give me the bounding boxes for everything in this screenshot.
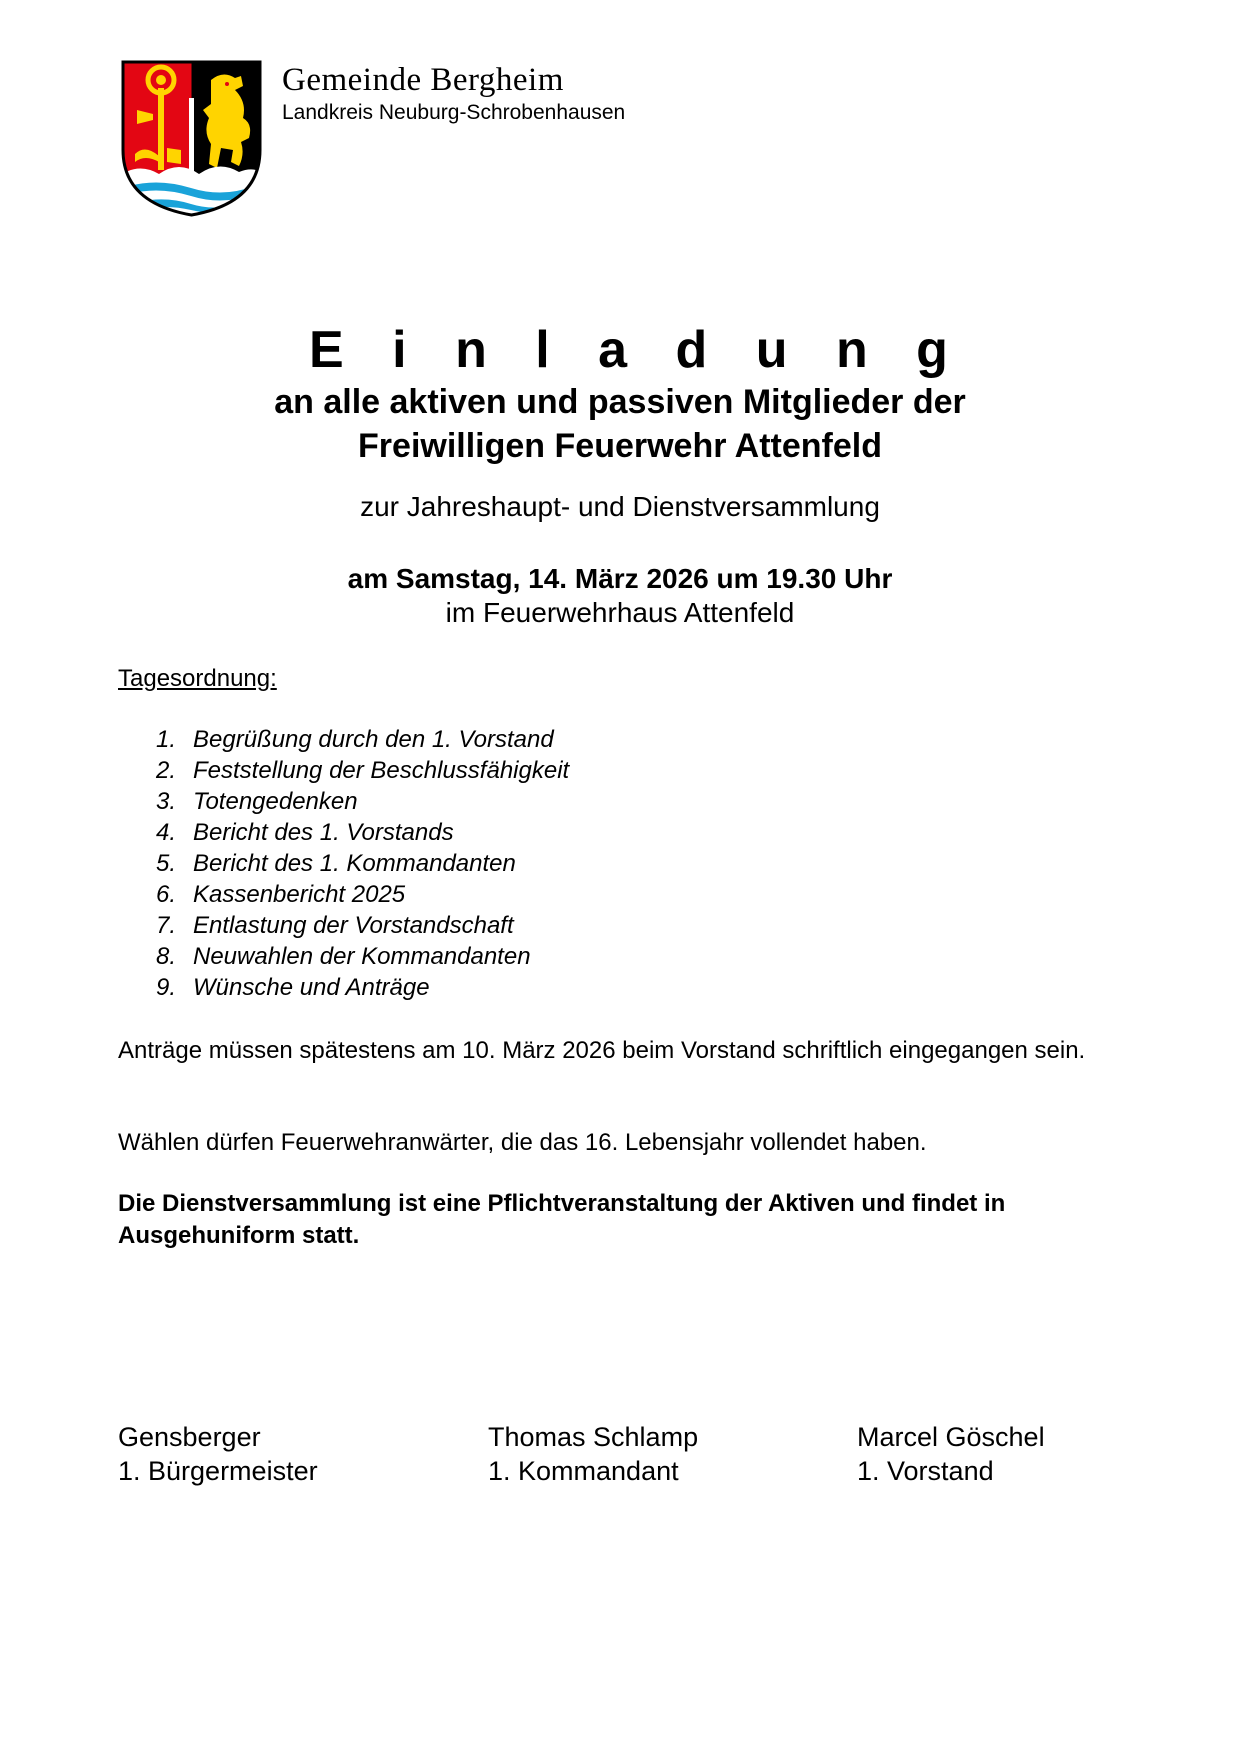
motions-deadline-notice: Anträge müssen spätestens am 10. März 2026 beim Vorstand schriftlich eingegangen sein. [118, 1037, 1086, 1064]
agenda-item [156, 786, 569, 817]
signatory-role: 1. Vorstand [857, 1456, 994, 1486]
coat-of-arms-icon [119, 58, 264, 218]
agenda-heading: Tagesordnung: [118, 665, 277, 692]
agenda-item-number: 3. [156, 788, 177, 815]
agenda-item [156, 941, 569, 972]
meeting-occasion: zur Jahreshaupt- und Dienstversammlung [360, 491, 880, 522]
agenda-item-number: 5. [156, 850, 177, 877]
agenda-item-number: 9. [156, 974, 177, 1001]
agenda-item-text: Bericht des 1. Vorstands [193, 819, 454, 846]
meeting-venue: im Feuerwehrhaus Attenfeld [445, 597, 795, 628]
agenda-item-text: Bericht des 1. Kommandanten [193, 850, 516, 877]
document-title: E i n l a d u n g [309, 321, 965, 379]
agenda-item [156, 910, 569, 941]
voting-eligibility-notice: Wählen dürfen Feuerwehranwärter, die das 16. Lebensjahr vollendet haben. [118, 1129, 927, 1156]
signatory-name: Thomas Schlamp [488, 1422, 699, 1452]
agenda-item-text: Kassenbericht 2025 [193, 881, 406, 908]
agenda-item-text: Feststellung der Beschlussfähigkeit [193, 757, 570, 784]
agenda-item [156, 817, 569, 848]
signature-block-chairman [857, 1420, 1045, 1488]
agenda-item-number: 2. [156, 757, 177, 784]
agenda-item-number: 1. [156, 726, 177, 753]
municipality-name: Gemeinde Bergheim [282, 62, 564, 98]
addressee-line-2: Freiwilligen Feuerwehr Attenfeld [358, 427, 882, 465]
addressee-line-1: an alle aktiven und passiven Mitglieder der [274, 383, 966, 421]
agenda-item [156, 848, 569, 879]
agenda-item-number: 4. [156, 819, 177, 846]
agenda-list [156, 724, 569, 1003]
signatory-role: 1. Kommandant [488, 1456, 679, 1486]
agenda-item [156, 724, 569, 755]
agenda-item [156, 879, 569, 910]
signatory-name: Marcel Göschel [857, 1422, 1045, 1452]
signatory-role: 1. Bürgermeister [118, 1456, 318, 1486]
agenda-item-text: Wünsche und Anträge [193, 974, 430, 1001]
agenda-item-number: 8. [156, 943, 177, 970]
signature-block-mayor [118, 1420, 318, 1488]
meeting-datetime: am Samstag, 14. März 2026 um 19.30 Uhr [347, 563, 893, 594]
agenda-item-text: Entlastung der Vorstandschaft [193, 912, 514, 939]
agenda-item-text: Totengedenken [193, 788, 358, 815]
agenda-item-text: Begrüßung durch den 1. Vorstand [193, 726, 554, 753]
agenda-item [156, 972, 569, 1003]
agenda-item-number: 7. [156, 912, 177, 939]
signatory-name: Gensberger [118, 1422, 261, 1452]
signature-block-commander [488, 1420, 698, 1488]
agenda-item [156, 755, 569, 786]
district-name: Landkreis Neuburg-Schrobenhausen [282, 101, 626, 124]
uniform-requirement-notice: Die Dienstversammlung ist eine Pflichtveranstaltung der Aktiven und findet in Ausgehuniform statt. [118, 1190, 1006, 1249]
agenda-item-text: Neuwahlen der Kommandanten [193, 943, 531, 970]
agenda-item-number: 6. [156, 881, 177, 908]
